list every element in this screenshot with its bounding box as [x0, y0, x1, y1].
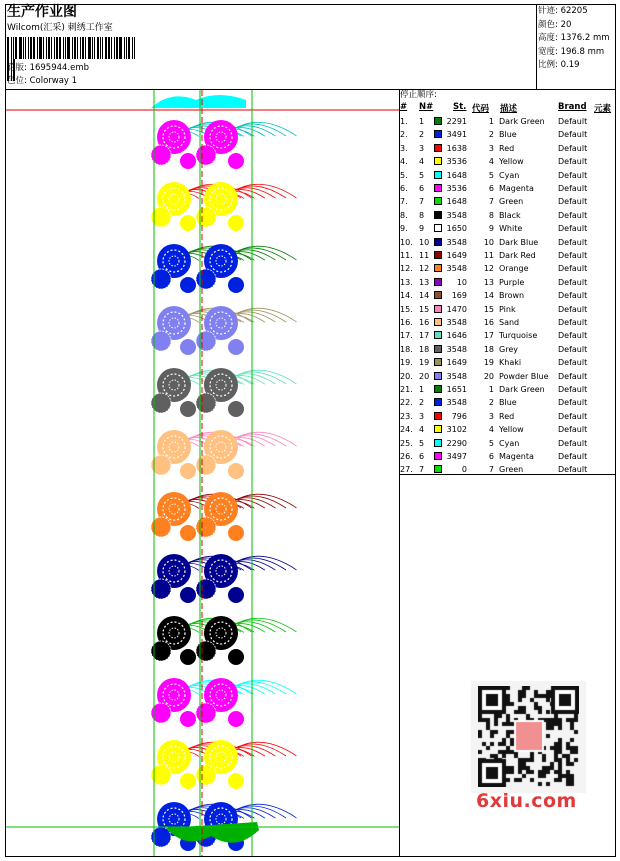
- color-swatch: [434, 197, 442, 205]
- color-swatch: [434, 439, 442, 447]
- row-brand: Default: [558, 291, 588, 301]
- color-swatch: [434, 305, 442, 313]
- row-index: 8.: [400, 210, 408, 220]
- row-needle: 19: [419, 358, 430, 368]
- color-swatch: [434, 372, 442, 380]
- col-header-st: St.: [453, 102, 467, 112]
- row-brand: Default: [558, 170, 588, 180]
- embroidery-preview: [6, 90, 399, 856]
- col-header-hash: #: [400, 102, 408, 112]
- row-needle: 2: [419, 130, 425, 140]
- row-needle: 1: [419, 117, 425, 126]
- motif-circle: [180, 773, 196, 789]
- row-index: 27.: [400, 465, 413, 475]
- row-brand: Default: [558, 224, 588, 234]
- row-description: White: [499, 224, 523, 234]
- row-brand: Default: [558, 210, 588, 220]
- motif-circle: [196, 145, 216, 165]
- row-stitches: 1470: [446, 304, 467, 314]
- row-description: Khaki: [499, 358, 522, 368]
- motif-circle: [228, 587, 244, 603]
- row-stitches: 1648: [446, 170, 467, 180]
- colorway-label: 色位:: [7, 76, 27, 86]
- row-code: 10: [483, 237, 494, 247]
- table-row: [399, 209, 617, 222]
- table-row: [399, 396, 617, 409]
- row-code: 11: [483, 251, 494, 260]
- row-stitches: 3548: [446, 210, 467, 220]
- row-needle: 9: [419, 224, 425, 234]
- row-index: 10.: [400, 237, 413, 247]
- row-code: 9: [488, 224, 494, 234]
- row-brand: Default: [558, 452, 588, 461]
- row-code: 4: [488, 157, 494, 167]
- row-brand: Default: [558, 331, 588, 341]
- row-brand: Default: [558, 318, 588, 327]
- row-needle: 20: [419, 371, 430, 381]
- row-description: Green: [499, 465, 524, 475]
- motif-circle: [180, 153, 196, 169]
- motif-circle: [196, 331, 216, 351]
- motif-circle: [180, 277, 196, 293]
- row-index: 23.: [400, 411, 413, 421]
- row-description: Blue: [499, 398, 517, 408]
- table-row: [399, 356, 617, 369]
- row-code: 20: [483, 371, 494, 381]
- row-code: 3: [488, 411, 494, 421]
- page-title: 生产作业图: [7, 4, 77, 20]
- row-stitches: 3536: [446, 157, 467, 167]
- motif-circle: [180, 339, 196, 355]
- row-index: 15.: [400, 304, 413, 314]
- color-swatch: [434, 425, 442, 433]
- row-needle: 10: [419, 237, 430, 247]
- design-stats: [538, 5, 618, 73]
- row-code: 12: [483, 264, 494, 274]
- row-brand: Default: [558, 197, 588, 207]
- table-row: [399, 343, 617, 356]
- row-code: 13: [483, 277, 494, 287]
- row-needle: 7: [419, 465, 425, 475]
- col-header-desc: 描述: [500, 104, 518, 114]
- motif-circle: [228, 711, 244, 727]
- row-index: 20.: [400, 371, 413, 381]
- row-needle: 14: [419, 291, 430, 301]
- stat-height: 高度: 1376.2 mm: [538, 33, 610, 43]
- motif-circle: [180, 649, 196, 665]
- row-needle: 17: [419, 331, 430, 341]
- table-row: [399, 303, 617, 316]
- row-description: Sand: [499, 318, 520, 327]
- motif-circle: [196, 207, 216, 227]
- row-index: 4.: [400, 157, 408, 167]
- motif-circle: [196, 641, 216, 661]
- color-swatch: [434, 144, 442, 152]
- motif-circle: [180, 215, 196, 231]
- row-description: Dark Green: [499, 385, 545, 394]
- row-index: 3.: [400, 143, 408, 153]
- table-row: [399, 128, 617, 141]
- motif-circle: [228, 277, 244, 293]
- row-brand: Default: [558, 465, 588, 475]
- motif-circle: [196, 579, 216, 599]
- row-description: Brown: [499, 291, 525, 301]
- color-swatch: [434, 184, 442, 192]
- row-needle: 7: [419, 197, 425, 207]
- row-description: Dark Blue: [499, 237, 539, 247]
- row-stitches: 3548: [446, 371, 467, 381]
- row-stitches: 2291: [446, 117, 467, 126]
- row-brand: Default: [558, 385, 588, 394]
- watermark-site: 6xiu.com: [476, 790, 577, 812]
- color-swatch: [434, 211, 442, 219]
- stat-stitches: 针迹: 62205: [538, 6, 588, 16]
- motif-circle: [196, 703, 216, 723]
- row-stitches: 169: [451, 291, 467, 301]
- motif-circle: [180, 587, 196, 603]
- row-description: Black: [499, 210, 521, 220]
- row-code: 14: [483, 291, 494, 301]
- row-index: 1.: [400, 117, 408, 126]
- row-needle: 5: [419, 438, 425, 448]
- motif-circle: [196, 455, 216, 475]
- row-brand: Default: [558, 398, 588, 408]
- table-row: [399, 182, 617, 195]
- color-swatch: [434, 291, 442, 299]
- color-swatch: [434, 224, 442, 232]
- row-stitches: 1646: [446, 331, 467, 341]
- row-code: 6: [488, 452, 494, 461]
- row-needle: 3: [419, 143, 425, 153]
- row-description: Powder Blue: [499, 371, 549, 381]
- row-code: 1: [488, 117, 494, 126]
- row-description: Cyan: [499, 170, 520, 180]
- row-stitches: 1651: [446, 385, 467, 394]
- row-brand: Default: [558, 438, 588, 448]
- row-brand: Default: [558, 237, 588, 247]
- row-stitches: 0: [461, 465, 467, 475]
- color-swatch: [434, 398, 442, 406]
- row-description: Red: [499, 143, 515, 153]
- table-row: [399, 262, 617, 275]
- color-swatch: [434, 331, 442, 339]
- motif-circle: [180, 401, 196, 417]
- row-code: 4: [488, 425, 494, 435]
- stats-divider: [536, 4, 537, 90]
- color-swatch: [434, 264, 442, 272]
- barcode: [7, 37, 139, 59]
- motif-circle: [180, 525, 196, 541]
- row-stitches: 3548: [446, 264, 467, 274]
- color-swatch: [434, 412, 442, 420]
- row-description: Purple: [499, 277, 525, 287]
- row-brand: Default: [558, 411, 588, 421]
- motif-circle: [180, 463, 196, 479]
- row-brand: Default: [558, 425, 588, 435]
- table-row: [399, 383, 617, 396]
- colorway-line: [7, 76, 77, 86]
- row-needle: 8: [419, 210, 425, 220]
- row-index: 9.: [400, 224, 408, 234]
- table-row: [399, 276, 617, 289]
- color-swatch: [434, 278, 442, 286]
- row-stitches: 796: [451, 411, 467, 421]
- motif-circle: [180, 711, 196, 727]
- row-index: 2.: [400, 130, 408, 140]
- row-index: 18.: [400, 344, 413, 354]
- row-stitches: 3548: [446, 318, 467, 327]
- row-brand: Default: [558, 344, 588, 354]
- motif-circle: [228, 215, 244, 231]
- colorway-name: Colorway 1: [29, 76, 78, 86]
- row-stitches: 3491: [446, 130, 467, 140]
- row-description: Magenta: [499, 184, 534, 193]
- stat-colors: 颜色: 20: [538, 19, 572, 30]
- row-brand: Default: [558, 157, 588, 167]
- design-file-line: [7, 63, 89, 73]
- row-needle: 2: [419, 398, 425, 408]
- table-row: [399, 450, 617, 463]
- row-index: 26.: [400, 452, 413, 461]
- row-index: 14.: [400, 291, 413, 301]
- row-index: 13.: [400, 277, 413, 287]
- row-brand: Default: [558, 130, 588, 140]
- color-swatch: [434, 465, 442, 473]
- row-stitches: 1649: [446, 251, 467, 260]
- row-needle: 6: [419, 452, 425, 461]
- motif-circle: [196, 393, 216, 413]
- row-needle: 6: [419, 184, 425, 193]
- row-code: 7: [488, 197, 494, 207]
- row-brand: Default: [558, 251, 588, 260]
- row-index: 6.: [400, 184, 408, 193]
- row-index: 21.: [400, 385, 413, 394]
- row-index: 16.: [400, 318, 413, 327]
- row-description: Pink: [499, 304, 516, 314]
- stat-width: 宽度: 196.8 mm: [538, 46, 605, 57]
- motif-circle: [228, 525, 244, 541]
- col-header-element: 元素: [594, 104, 612, 114]
- table-row: [399, 370, 617, 383]
- table-row: [399, 316, 617, 329]
- table-row: [399, 437, 617, 450]
- design-file-label: 花版:: [7, 63, 27, 73]
- row-code: 19: [483, 358, 494, 368]
- row-needle: 13: [419, 277, 430, 287]
- table-row: [399, 463, 617, 476]
- table-row: [399, 410, 617, 423]
- row-code: 5: [488, 170, 494, 180]
- row-needle: 4: [419, 425, 425, 435]
- row-needle: 11: [419, 251, 430, 260]
- row-brand: Default: [558, 184, 588, 193]
- motif-circle: [196, 517, 216, 537]
- row-index: 17.: [400, 331, 413, 341]
- motif-circle: [228, 153, 244, 169]
- row-description: Yellow: [499, 425, 524, 435]
- row-needle: 12: [419, 264, 430, 274]
- row-description: Turquoise: [499, 331, 538, 341]
- row-code: 15: [483, 304, 494, 314]
- company-name: Wilcom(汇采) 刺绣工作室: [7, 23, 113, 33]
- color-swatch: [434, 318, 442, 326]
- row-code: 17: [483, 331, 494, 341]
- row-index: 11.: [400, 251, 413, 260]
- row-code: 2: [488, 130, 494, 140]
- row-code: 3: [488, 143, 494, 153]
- row-stitches: 1650: [446, 224, 467, 234]
- row-description: Red: [499, 411, 515, 421]
- table-row: [399, 289, 617, 302]
- table-row: [399, 329, 617, 342]
- row-brand: Default: [558, 277, 588, 287]
- table-row: [399, 155, 617, 168]
- row-brand: Default: [558, 304, 588, 314]
- col-header-n: N#: [419, 102, 434, 112]
- color-swatch: [434, 157, 442, 165]
- motif-circle: [196, 765, 216, 785]
- motif-circle: [228, 773, 244, 789]
- table-row: [399, 222, 617, 235]
- table-row: [399, 169, 617, 182]
- color-swatch: [434, 452, 442, 460]
- row-stitches: 1648: [446, 197, 467, 207]
- row-stitches: 10: [456, 277, 467, 287]
- row-index: 12.: [400, 264, 413, 274]
- row-description: Blue: [499, 130, 517, 140]
- row-stitches: 3548: [446, 237, 467, 247]
- row-code: 2: [488, 398, 494, 408]
- row-stitches: 3536: [446, 184, 467, 193]
- row-brand: Default: [558, 358, 588, 368]
- row-index: 19.: [400, 358, 413, 368]
- color-swatch: [434, 171, 442, 179]
- motif-circle: [228, 463, 244, 479]
- color-swatch: [434, 358, 442, 366]
- table-row: [399, 142, 617, 155]
- row-needle: 5: [419, 170, 425, 180]
- row-description: Dark Green: [499, 117, 545, 126]
- stat-scale: 比例: 0.19: [538, 60, 580, 70]
- motif-circle: [228, 401, 244, 417]
- row-needle: 16: [419, 318, 430, 327]
- row-needle: 15: [419, 304, 430, 314]
- row-index: 7.: [400, 197, 408, 207]
- color-swatch: [434, 130, 442, 138]
- row-stitches: 3102: [446, 425, 467, 435]
- row-description: Green: [499, 197, 524, 207]
- row-stitches: 1638: [446, 143, 467, 153]
- embroidery-canvas: [6, 90, 399, 856]
- row-stitches: 3548: [446, 344, 467, 354]
- top-border-band: [151, 95, 246, 108]
- row-code: 8: [488, 210, 494, 220]
- table-row: [399, 195, 617, 208]
- row-description: Grey: [499, 344, 518, 354]
- row-code: 18: [483, 344, 494, 354]
- qr-pattern: [478, 686, 579, 787]
- row-needle: 18: [419, 344, 430, 354]
- color-swatch: [434, 345, 442, 353]
- row-code: 6: [488, 184, 494, 193]
- col-header-code: 代码: [472, 104, 490, 114]
- table-row: [399, 423, 617, 436]
- row-stitches: 1649: [446, 358, 467, 368]
- row-description: Cyan: [499, 438, 520, 448]
- row-brand: Default: [558, 371, 588, 381]
- row-description: Magenta: [499, 452, 534, 461]
- row-description: Yellow: [499, 157, 524, 167]
- row-description: Dark Red: [499, 251, 536, 260]
- row-brand: Default: [558, 264, 588, 274]
- color-swatch: [434, 385, 442, 393]
- row-index: 24.: [400, 425, 413, 435]
- qr-code: [471, 681, 586, 793]
- row-index: 22.: [400, 398, 413, 408]
- color-swatch: [434, 238, 442, 246]
- motif-circle: [228, 339, 244, 355]
- row-brand: Default: [558, 143, 588, 153]
- table-row: [399, 249, 617, 262]
- color-swatch: [434, 251, 442, 259]
- row-stitches: 3548: [446, 398, 467, 408]
- row-stitches: 3497: [446, 452, 467, 461]
- motif-circle: [196, 269, 216, 289]
- row-code: 16: [483, 318, 494, 327]
- table-row: [399, 236, 617, 249]
- row-stitches: 2290: [446, 438, 467, 448]
- row-needle: 1: [419, 385, 425, 394]
- row-needle: 3: [419, 411, 425, 421]
- col-header-brand: Brand: [558, 102, 587, 112]
- motif-circle: [228, 649, 244, 665]
- row-code: 1: [488, 385, 494, 394]
- row-needle: 4: [419, 157, 425, 167]
- row-brand: Default: [558, 117, 588, 126]
- row-index: 5.: [400, 170, 408, 180]
- table-row: [399, 115, 617, 128]
- row-code: 7: [488, 465, 494, 475]
- table-caption: 停止顺序:: [400, 90, 437, 100]
- color-swatch: [434, 117, 442, 125]
- row-index: 25.: [400, 438, 413, 448]
- row-code: 5: [488, 438, 494, 448]
- row-description: Orange: [499, 264, 529, 274]
- design-file-name: 1695944.emb: [29, 63, 90, 73]
